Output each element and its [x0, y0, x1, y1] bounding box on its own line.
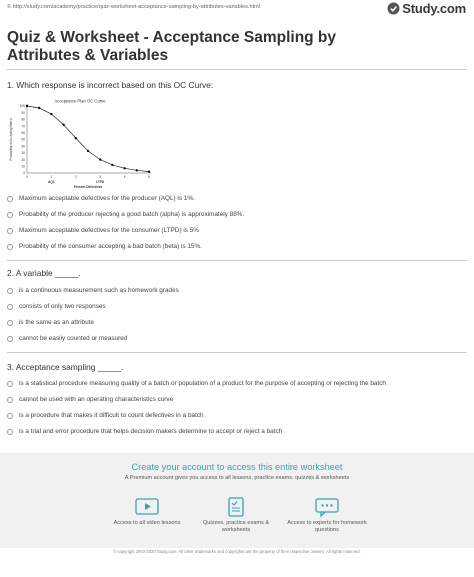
data-point	[87, 150, 89, 152]
page-header	[0, 0, 474, 18]
q1-option-4-label: Probability of the consumer accepting a bad batch (beta) is 15%.	[19, 243, 202, 250]
q3-option-4-label: is a trial and error procedure that helps decision makers determine to accept or reject a batch	[19, 428, 283, 435]
radio-button[interactable]	[7, 397, 13, 403]
q1-option-4[interactable]	[7, 243, 202, 250]
y-axis-label: Probability of Accepting Batch	[9, 118, 13, 161]
q1-option-2[interactable]	[7, 211, 244, 218]
data-point	[123, 167, 125, 169]
y-tick-label: 20	[21, 157, 25, 162]
oc-curve-line	[27, 106, 149, 172]
radio-button[interactable]	[7, 196, 13, 202]
y-tick-label: 50	[21, 137, 25, 142]
q3-option-1-label: is a statistical procedure measuring quality of a batch or population of a product for the purpose of accepting or rejecting the batch	[19, 380, 386, 387]
x-tick-label: 3	[99, 175, 102, 179]
video-lessons-icon	[134, 497, 160, 517]
q3-option-2-label: cannot be used with an operating characteristics curve	[19, 396, 174, 403]
q2-option-4[interactable]	[7, 335, 127, 342]
x-tick-label: 0	[26, 175, 28, 179]
data-point	[99, 158, 101, 160]
question-3-text: 3. Acceptance sampling _____.	[7, 362, 124, 372]
q3-option-3[interactable]	[7, 412, 204, 419]
data-point	[75, 137, 77, 139]
q2-option-1-label: is a continuous measurement such as homework grades	[19, 287, 179, 294]
radio-button[interactable]	[7, 288, 13, 294]
study-logo[interactable]	[387, 1, 466, 16]
x-tick-label: 2	[74, 175, 77, 179]
radio-button[interactable]	[7, 413, 13, 419]
question-2-text: 2. A variable _____.	[7, 268, 81, 278]
copyright-footer	[0, 549, 474, 555]
x-axis-label: Percent Defectives	[73, 185, 103, 189]
experts-chat-icon	[314, 497, 340, 517]
chart-title: Acceptance Plan OC Curve	[54, 98, 106, 104]
y-tick-label: 10	[21, 164, 25, 169]
logo-circle-icon	[387, 2, 400, 15]
feature-experts	[282, 497, 372, 534]
q2-option-2[interactable]	[7, 303, 106, 310]
radio-button[interactable]	[7, 336, 13, 342]
question-1-text: 1. Which response is incorrect based on this OC Curve:	[7, 80, 214, 90]
source-url: © http://study.com/academy/practice/quiz-worksheet-acceptance-sampling-by-attributes-variables.html	[7, 4, 261, 10]
q2-option-3-label: is the same as an attribute	[19, 319, 94, 326]
q1-option-3[interactable]	[7, 227, 199, 234]
q2-option-2-label: consists of only two responses	[19, 303, 106, 310]
y-tick-label: 100	[19, 104, 25, 109]
page-title: Quiz & Worksheet - Acceptance Sampling by Attributes & Variables	[7, 29, 337, 64]
feature-quizzes	[191, 497, 281, 534]
radio-button[interactable]	[7, 381, 13, 387]
oc-curve-chart	[7, 98, 157, 190]
quizzes-worksheets-icon	[223, 497, 249, 517]
data-point	[38, 107, 40, 109]
radio-button[interactable]	[7, 244, 13, 250]
copyright-text: © copyright 2003-2020 Study.com. All other trademarks and copyrights are the property of their respective owners. All rights reserved.	[113, 549, 361, 554]
feature-label: Quizzes, practice exams & worksheets	[202, 520, 270, 533]
radio-button[interactable]	[7, 212, 13, 218]
q1-option-1[interactable]	[7, 195, 195, 202]
data-point	[62, 124, 64, 126]
question-divider	[7, 260, 467, 261]
q1-option-1-label: Maximum acceptable defectives for the producer (AQL) is 1%.	[19, 195, 195, 202]
ltpd-tick-label: LTPD	[96, 180, 105, 184]
y-tick-label: 90	[21, 110, 25, 115]
data-point	[111, 164, 113, 166]
data-point	[136, 169, 138, 171]
y-tick-label: 40	[21, 144, 25, 149]
question-divider	[7, 352, 467, 353]
promo-title[interactable]: Create your account to access this entire worksheet	[131, 462, 343, 472]
y-tick-label: 0	[23, 171, 25, 176]
y-tick-label: 60	[21, 131, 25, 135]
y-tick-label: 30	[21, 151, 25, 156]
aql-tick-label: AQL	[48, 180, 55, 184]
logo-text: Study.com	[402, 1, 466, 16]
radio-button[interactable]	[7, 228, 13, 234]
title-divider	[7, 69, 467, 70]
q3-option-2[interactable]	[7, 396, 173, 403]
q1-option-3-label: Maximum acceptable defectives for the consumer (LTPD) is 5%	[19, 227, 199, 234]
radio-button[interactable]	[7, 304, 13, 310]
promo-subtitle: A Premium account gives you access to all lessons, practice exams, quizzes & worksheets	[124, 475, 350, 481]
x-tick-label: 5	[148, 175, 150, 179]
y-tick-label: 80	[21, 117, 25, 122]
q2-option-3[interactable]	[7, 319, 94, 326]
q2-option-4-label: cannot be easily counted or measured	[19, 335, 128, 342]
q2-option-1[interactable]	[7, 287, 179, 294]
x-tick-label: 4	[123, 175, 126, 179]
data-point	[26, 105, 28, 107]
feature-label: Access to all video lessons	[113, 520, 181, 526]
radio-button[interactable]	[7, 429, 13, 435]
q1-option-2-label: Probability of the producer rejecting a good batch (alpha) is approximately 88%.	[19, 211, 245, 218]
premium-promo	[0, 453, 474, 548]
data-point	[148, 170, 150, 172]
q3-option-3-label: is a procedure that makes it difficult to count defectives in a batch	[19, 412, 204, 419]
q3-option-4[interactable]	[7, 428, 282, 435]
x-tick-label: 1	[50, 175, 53, 179]
data-point	[50, 113, 52, 115]
feature-video-lessons	[102, 497, 192, 527]
y-tick-label: 70	[21, 124, 25, 129]
feature-label: Access to experts for homework questions	[287, 520, 367, 533]
radio-button[interactable]	[7, 320, 13, 326]
q3-option-1[interactable]	[7, 380, 386, 387]
